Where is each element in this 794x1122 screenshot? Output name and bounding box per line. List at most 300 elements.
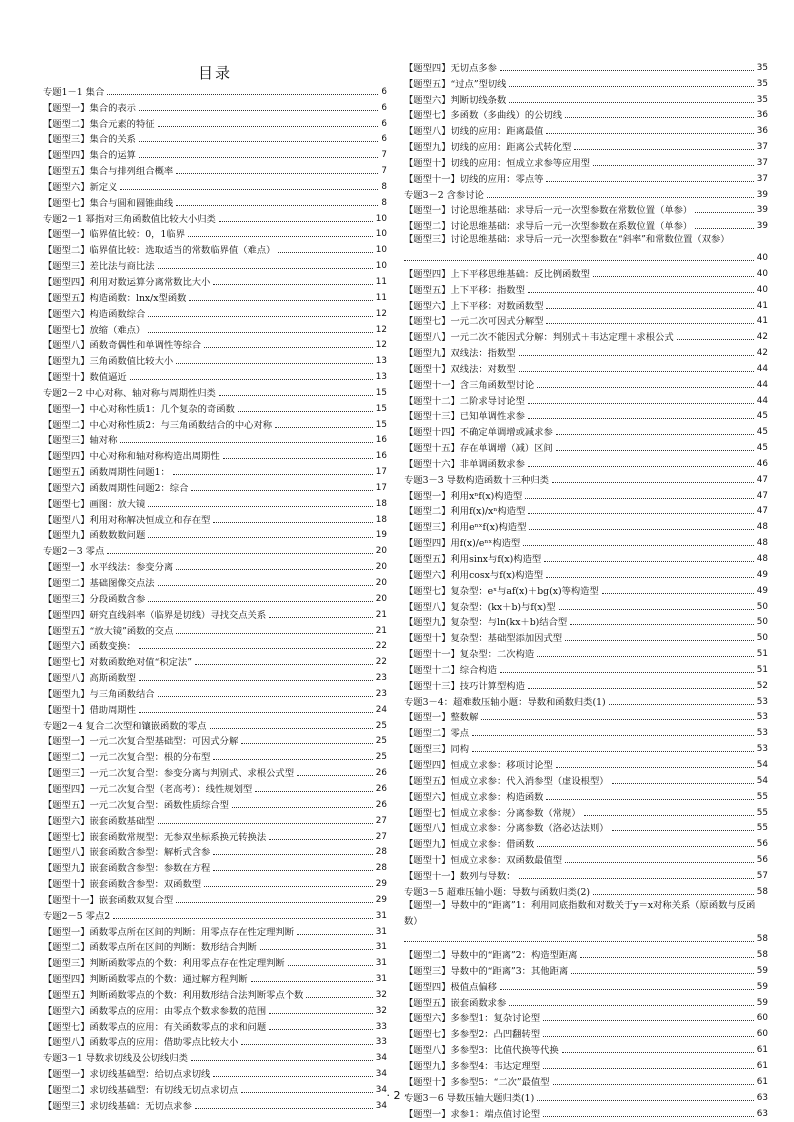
toc-entry[interactable] xyxy=(404,739,768,755)
toc-entry-page: 48 xyxy=(756,554,768,564)
toc-entry[interactable] xyxy=(404,1024,768,1040)
toc-leader-dots xyxy=(297,775,373,776)
toc-entry[interactable] xyxy=(43,605,387,621)
toc-entry[interactable] xyxy=(43,510,387,526)
toc-entry[interactable] xyxy=(404,866,768,882)
toc-entry[interactable] xyxy=(43,431,387,447)
toc-entry-label: 【题型九】双线法：指数型 xyxy=(404,348,516,360)
toc-leader-dots xyxy=(269,1013,373,1014)
toc-entry-page: 21 xyxy=(375,625,387,636)
toc-leader-dots xyxy=(546,308,753,309)
toc-entry-page: 34 xyxy=(375,1053,387,1064)
toc-entry-page: 31 xyxy=(375,958,387,969)
toc-leader-dots xyxy=(213,284,372,285)
toc-entry-page: 11 xyxy=(375,292,387,303)
toc-leader-dots xyxy=(472,735,754,736)
toc-leader-dots xyxy=(139,110,378,111)
toc-entry[interactable] xyxy=(43,193,387,209)
toc-entry[interactable] xyxy=(404,121,768,137)
toc-entry[interactable] xyxy=(404,644,768,660)
toc-entry[interactable] xyxy=(404,216,768,232)
toc-entry[interactable] xyxy=(43,985,387,1001)
toc-entry[interactable] xyxy=(43,557,387,573)
toc-entry[interactable] xyxy=(404,201,768,217)
toc-entry[interactable] xyxy=(43,320,387,336)
toc-entry[interactable] xyxy=(43,399,387,415)
toc-entry[interactable] xyxy=(404,597,768,613)
toc-entry[interactable] xyxy=(404,1009,768,1025)
toc-entry[interactable] xyxy=(43,1001,387,1017)
toc-entry[interactable] xyxy=(43,637,387,653)
toc-leader-dots xyxy=(543,1068,754,1069)
toc-entry[interactable] xyxy=(404,153,768,169)
toc-entry[interactable] xyxy=(404,106,768,122)
toc-entry-label: 【题型四】上下平移思维基础：反比例函数型 xyxy=(404,268,590,280)
toc-entry[interactable] xyxy=(43,526,387,542)
toc-entry[interactable] xyxy=(404,422,768,438)
toc-entry[interactable] xyxy=(404,977,768,993)
toc-entry-label: 【题型三】利用eⁿˣf(x)构造型 xyxy=(404,522,527,534)
toc-entry-page: 33 xyxy=(375,1037,387,1048)
toc-entry-page: 20 xyxy=(375,578,387,588)
toc-entry-label: 【题型十】借助周期性 xyxy=(43,704,136,716)
toc-entry-label: 专题2－5 零点2 xyxy=(43,910,111,922)
toc-leader-dots xyxy=(189,300,372,301)
toc-entry[interactable] xyxy=(43,98,387,114)
toc-entry-page: 37 xyxy=(756,157,768,168)
toc-entry[interactable] xyxy=(43,890,387,906)
toc-entry-page: 12 xyxy=(375,340,387,351)
toc-leader-dots xyxy=(552,482,754,483)
toc-entry[interactable] xyxy=(43,367,387,383)
toc-entry-label: 【题型六】新定义 xyxy=(43,181,118,193)
toc-entry[interactable] xyxy=(404,407,768,423)
toc-list-right xyxy=(404,58,768,1120)
toc-entry[interactable] xyxy=(43,161,387,177)
toc-leader-dots xyxy=(519,355,754,356)
toc-entry-label: 【题型八】恒成立求参：分离参数（洛必达法则） xyxy=(404,823,609,835)
toc-entry-label: 【题型七】嵌套函数常规型：无参双坐标系换元转换法 xyxy=(43,831,267,843)
toc-entry-label: 【题型三】轴对称 xyxy=(43,435,118,447)
toc-entry-page: 36 xyxy=(756,110,768,121)
toc-entry[interactable] xyxy=(43,795,387,811)
toc-entry[interactable] xyxy=(404,264,768,280)
toc-entry-page: 35 xyxy=(756,62,768,73)
toc-entry[interactable] xyxy=(404,312,768,328)
toc-leader-dots xyxy=(107,553,373,554)
toc-entry[interactable] xyxy=(43,177,387,193)
toc-entry[interactable] xyxy=(43,747,387,763)
toc-entry[interactable] xyxy=(43,589,387,605)
toc-title: 目录 xyxy=(197,64,232,82)
toc-entry-page: 13 xyxy=(375,372,387,383)
toc-entry-label: 【题型三】判断函数零点的个数：利用零点存在性定理判断 xyxy=(43,958,285,970)
toc-leader-dots xyxy=(213,854,372,855)
toc-entry[interactable] xyxy=(404,137,768,153)
toc-entry-label: 【题型十六】非单调函数求参 xyxy=(404,458,525,470)
toc-section-entry[interactable] xyxy=(404,470,768,486)
toc-entry-page: 31 xyxy=(375,974,387,985)
toc-entry-label: 【题型五】一元二次复合型：函数性质综合型 xyxy=(43,799,229,811)
toc-section-entry[interactable] xyxy=(43,1048,387,1064)
toc-entry-label: 【题型五】嵌套函数求参 xyxy=(404,997,507,1009)
toc-entry-label: 专题3－6 导数压轴大题归类(1) xyxy=(404,1092,535,1104)
toc-entry[interactable] xyxy=(43,145,387,161)
toc-leader-dots xyxy=(306,997,372,998)
toc-entry[interactable] xyxy=(404,391,768,407)
toc-entry[interactable] xyxy=(43,573,387,589)
toc-leader-dots xyxy=(176,633,372,634)
toc-entry[interactable] xyxy=(43,732,387,748)
toc-entry[interactable] xyxy=(404,613,768,629)
toc-entry-label: 【题型八】嵌套函数含参型：解析式含参 xyxy=(43,847,211,859)
toc-entry-label: 【题型五】“放大镜”函数的交点 xyxy=(43,625,174,637)
toc-entry-page: 61 xyxy=(756,1045,768,1056)
toc-entry-label: 【题型五】函数周期性问题1： xyxy=(43,467,170,479)
toc-entry[interactable] xyxy=(404,581,768,597)
toc-leader-dots xyxy=(288,965,373,966)
toc-entry[interactable] xyxy=(43,684,387,700)
toc-leader-dots xyxy=(297,934,373,935)
toc-entry[interactable] xyxy=(43,938,387,954)
toc-entry-page: 56 xyxy=(756,855,768,866)
toc-leader-dots xyxy=(695,212,754,213)
toc-entry-page: 55 xyxy=(756,823,768,834)
toc-entry[interactable] xyxy=(43,827,387,843)
toc-entry[interactable] xyxy=(43,288,387,304)
toc-entry-label: 【题型四】中心对称和轴对称构造出周期性 xyxy=(43,451,220,463)
toc-leader-dots xyxy=(404,260,754,261)
toc-entry-label: 【题型二】导数中的“距离”2：构造型距离 xyxy=(404,950,578,962)
toc-entry[interactable] xyxy=(404,169,768,185)
toc-leader-dots xyxy=(213,759,372,760)
toc-entry-label: 【题型十】多参型5：“二次”最值型 xyxy=(404,1076,550,1088)
toc-leader-dots xyxy=(255,791,373,792)
toc-entry[interactable] xyxy=(404,58,768,74)
toc-leader-dots xyxy=(188,236,373,237)
toc-entry-page: 6 xyxy=(381,102,387,113)
toc-entry-label: 【题型四】无切点多参 xyxy=(404,62,497,74)
toc-entry-label: 【题型八】函数零点的应用：借助零点比较大小 xyxy=(43,1037,239,1049)
toc-entry-label: 【题型十】恒成立求参：双函数最值型 xyxy=(404,855,563,867)
toc-entry-label: 【题型六】恒成立求参：构造函数 xyxy=(404,791,544,803)
toc-leader-dots xyxy=(269,839,373,840)
toc-entry-page: 50 xyxy=(756,633,768,644)
toc-entry[interactable] xyxy=(404,850,768,866)
toc-entry-page: 6 xyxy=(381,118,387,129)
toc-entry[interactable] xyxy=(404,961,768,977)
toc-entry-label: 【题型三】求切线基础：无切点求参 xyxy=(43,1100,192,1112)
toc-leader-dots xyxy=(173,474,373,475)
toc-leader-dots xyxy=(213,870,372,871)
toc-leader-dots xyxy=(487,197,754,198)
toc-entry[interactable] xyxy=(404,1072,768,1088)
toc-entry[interactable] xyxy=(404,787,768,803)
toc-entry-page: 51 xyxy=(756,649,768,660)
toc-section-entry[interactable] xyxy=(404,185,768,201)
toc-entry[interactable] xyxy=(43,130,387,146)
toc-entry[interactable] xyxy=(43,336,387,352)
toc-leader-dots xyxy=(609,704,754,705)
toc-entry[interactable] xyxy=(404,723,768,739)
toc-leader-dots xyxy=(529,529,753,530)
toc-entry-page: 50 xyxy=(756,601,768,612)
toc-entry[interactable] xyxy=(43,415,387,431)
toc-leader-dots xyxy=(580,957,753,958)
toc-entry-page: 24 xyxy=(375,704,387,715)
toc-entry-label: 专题1－1 集合 xyxy=(43,86,105,98)
toc-section-entry[interactable] xyxy=(43,716,387,732)
toc-entry[interactable] xyxy=(43,652,387,668)
toc-leader-dots xyxy=(176,363,373,364)
toc-entry-page: 10 xyxy=(375,261,387,272)
toc-entry[interactable] xyxy=(404,755,768,771)
toc-entry-page: 26 xyxy=(375,768,387,779)
toc-entry-page: 23 xyxy=(375,673,387,684)
toc-entry[interactable] xyxy=(43,1017,387,1033)
toc-entry-page: 12 xyxy=(375,308,387,319)
toc-entry-page: 55 xyxy=(756,807,768,818)
toc-entry-label: 【题型十五】存在单调增（减）区间 xyxy=(404,443,553,455)
toc-entry[interactable] xyxy=(404,359,768,375)
toc-entry[interactable] xyxy=(404,628,768,644)
toc-entry[interactable] xyxy=(43,811,387,827)
toc-leader-dots xyxy=(543,1116,754,1117)
toc-entry-page: 58 xyxy=(756,934,768,945)
toc-entry[interactable] xyxy=(43,478,387,494)
toc-entry[interactable] xyxy=(404,454,768,470)
toc-entry-page: 42 xyxy=(756,348,768,359)
toc-leader-dots xyxy=(556,767,754,768)
toc-entry[interactable] xyxy=(404,945,768,961)
toc-entry-label: 【题型五】判断函数零点的个数：利用数形结合法判断零点个数 xyxy=(43,989,304,1001)
toc-entry[interactable] xyxy=(404,232,768,264)
toc-leader-dots xyxy=(113,918,373,919)
toc-entry-page: 53 xyxy=(756,696,768,707)
toc-section-entry[interactable] xyxy=(43,209,387,225)
toc-leader-dots xyxy=(525,498,754,499)
toc-entry[interactable] xyxy=(404,708,768,724)
toc-entry[interactable] xyxy=(43,858,387,874)
toc-entry[interactable] xyxy=(404,517,768,533)
toc-entry-label: 【题型七】多参型2：凸凹翻转型 xyxy=(404,1029,541,1041)
toc-leader-dots xyxy=(537,387,754,388)
toc-entry[interactable] xyxy=(43,621,387,637)
toc-leader-dots xyxy=(509,102,754,103)
toc-leader-dots xyxy=(472,751,754,752)
toc-section-entry[interactable] xyxy=(404,882,768,898)
toc-entry-page: 47 xyxy=(756,490,768,501)
toc-entry[interactable] xyxy=(43,1064,387,1080)
toc-entry[interactable] xyxy=(43,779,387,795)
toc-entry-label: 【题型十】嵌套函数含参型：双函数型 xyxy=(43,879,202,891)
toc-entry-page: 57 xyxy=(756,870,768,881)
toc-entry-page: 54 xyxy=(756,775,768,786)
toc-entry[interactable] xyxy=(404,486,768,502)
toc-entry-page: 7 xyxy=(381,166,387,177)
toc-entry-page: 16 xyxy=(375,451,387,462)
toc-section-entry[interactable] xyxy=(43,383,387,399)
toc-entry[interactable] xyxy=(43,462,387,478)
toc-leader-dots xyxy=(612,830,754,831)
toc-entry[interactable] xyxy=(404,993,768,1009)
toc-entry-page: 59 xyxy=(756,997,768,1008)
toc-entry-label: 【题型二】零点 xyxy=(404,728,470,740)
toc-entry-label: 【题型八】多参型3：比值代换等代换 xyxy=(404,1045,559,1057)
toc-entry[interactable] xyxy=(43,304,387,320)
toc-entry[interactable] xyxy=(43,272,387,288)
toc-entry[interactable] xyxy=(43,763,387,779)
toc-leader-dots xyxy=(139,648,373,649)
toc-entry[interactable] xyxy=(404,502,768,518)
toc-entry-page: 18 xyxy=(375,498,387,509)
toc-entry-label: 【题型十】数值逼近 xyxy=(43,372,127,384)
toc-entry[interactable] xyxy=(404,819,768,835)
toc-leader-dots xyxy=(500,672,754,673)
toc-leader-dots xyxy=(523,545,754,546)
toc-leader-dots xyxy=(519,878,754,879)
toc-entry-page: 63 xyxy=(756,1108,768,1119)
toc-leader-dots xyxy=(500,70,754,71)
toc-entry-label: 【题型二】讨论思维基础：求导后一元一次型参数在系数位置（单参） xyxy=(404,221,693,233)
toc-leader-dots xyxy=(593,276,754,277)
toc-entry[interactable] xyxy=(43,843,387,859)
toc-entry[interactable] xyxy=(404,898,768,946)
toc-entry-page: 37 xyxy=(756,173,768,184)
toc-entry-page: 40 xyxy=(756,268,768,279)
toc-entry-page: 31 xyxy=(375,926,387,937)
toc-section-entry[interactable] xyxy=(43,541,387,557)
toc-entry[interactable] xyxy=(404,771,768,787)
toc-leader-dots xyxy=(546,323,753,324)
toc-entry[interactable] xyxy=(43,256,387,272)
toc-entry[interactable] xyxy=(404,375,768,391)
toc-leader-dots xyxy=(232,807,373,808)
toc-entry[interactable] xyxy=(404,803,768,819)
toc-entry[interactable] xyxy=(43,114,387,130)
toc-section-entry[interactable] xyxy=(404,692,768,708)
toc-leader-dots xyxy=(139,680,373,681)
toc-entry-label: 【题型五】构造函数：lnx/x型函数 xyxy=(43,292,187,304)
toc-entry[interactable] xyxy=(404,1040,768,1056)
toc-entry-label: 【题型一】利用xⁿf(x)构造型 xyxy=(404,490,523,502)
toc-entry[interactable] xyxy=(404,1056,768,1072)
toc-leader-dots xyxy=(556,434,754,435)
toc-entry-page: 22 xyxy=(375,657,387,668)
toc-entry-page: 58 xyxy=(756,886,768,897)
toc-entry[interactable] xyxy=(43,225,387,241)
toc-entry-page: 21 xyxy=(375,609,387,620)
toc-leader-dots xyxy=(593,894,754,895)
toc-entry[interactable] xyxy=(404,1104,768,1120)
toc-entry-page: 53 xyxy=(756,728,768,739)
toc-entry-page: 7 xyxy=(381,150,387,161)
toc-entry-page: 11 xyxy=(375,276,387,287)
toc-entry-label: 【题型二】求切线基础型：有切线无切点求切点 xyxy=(43,1085,239,1096)
toc-entry-label: 【题型一】集合的表示 xyxy=(43,102,136,114)
toc-entry-page: 17 xyxy=(375,467,387,478)
toc-entry[interactable] xyxy=(43,668,387,684)
toc-entry-label: 专题2－1 幂指对三角函数值比较大小归类 xyxy=(43,213,216,225)
toc-entry[interactable] xyxy=(404,660,768,676)
toc-entry[interactable] xyxy=(404,296,768,312)
toc-entry-label: 【题型七】多函数（多曲线）的公切线 xyxy=(404,110,563,122)
toc-leader-dots xyxy=(213,1076,372,1077)
toc-entry-label: 【题型十】双线法：对数型 xyxy=(404,363,516,375)
toc-entry[interactable] xyxy=(404,90,768,106)
toc-entry-label: 【题型三】分段函数含参 xyxy=(43,593,146,605)
toc-entry[interactable] xyxy=(404,676,768,692)
toc-entry[interactable] xyxy=(43,874,387,890)
toc-entry[interactable] xyxy=(404,74,768,90)
toc-entry[interactable] xyxy=(404,327,768,343)
toc-leader-dots xyxy=(278,252,372,253)
toc-entry-page: 20 xyxy=(375,562,387,573)
toc-leader-dots xyxy=(158,126,379,127)
toc-entry-label: 【题型七】集合与圆和圆锥曲线 xyxy=(43,197,174,209)
toc-entry[interactable] xyxy=(404,549,768,565)
toc-entry-label: 【题型十二】综合构造 xyxy=(404,664,497,676)
toc-entry[interactable] xyxy=(43,494,387,510)
toc-entry[interactable] xyxy=(43,953,387,969)
toc-entry-label: 【题型八】复杂型：(kx＋b)与f(x)型 xyxy=(404,601,556,613)
toc-leader-dots xyxy=(176,902,373,903)
toc-entry[interactable] xyxy=(43,969,387,985)
toc-entry-label: 【题型四】利用对数运算分离常数比大小 xyxy=(43,276,211,288)
toc-entry[interactable] xyxy=(43,700,387,716)
toc-leader-dots xyxy=(158,268,373,269)
toc-entry-label: 【题型二】利用f(x)/xⁿ构造型 xyxy=(404,506,526,518)
toc-leader-dots xyxy=(509,86,753,87)
toc-entry[interactable] xyxy=(404,438,768,454)
toc-entry[interactable] xyxy=(404,565,768,581)
toc-entry[interactable] xyxy=(404,533,768,549)
toc-entry-label: 专题2－3 零点 xyxy=(43,546,105,558)
toc-entry-page: 33 xyxy=(375,1021,387,1032)
toc-entry[interactable] xyxy=(43,351,387,367)
toc-leader-dots xyxy=(176,173,378,174)
toc-entry-label: 【题型六】函数零点的应用：由零点个数求参数的范围 xyxy=(43,1005,267,1017)
toc-entry[interactable] xyxy=(404,343,768,359)
toc-entry-page: 31 xyxy=(375,942,387,953)
toc-entry[interactable] xyxy=(404,834,768,850)
toc-entry[interactable] xyxy=(43,1033,387,1049)
toc-entry-page: 10 xyxy=(375,245,387,256)
toc-entry-label: 【题型十】复杂型：基础型添加因式型 xyxy=(404,633,563,645)
toc-entry-page: 59 xyxy=(756,981,768,992)
toc-entry-label: 【题型二】基础图像交点法 xyxy=(43,578,155,589)
toc-entry-page: 10 xyxy=(375,213,387,224)
toc-entry[interactable] xyxy=(43,922,387,938)
toc-entry-label: 【题型二】临界值比较：选取适当的常数临界值（难点） xyxy=(43,245,276,257)
toc-leader-dots xyxy=(148,506,373,507)
toc-leader-dots xyxy=(519,371,754,372)
toc-entry-label: 【题型九】函数数数问题 xyxy=(43,530,146,542)
toc-entry-page: 34 xyxy=(375,1100,387,1111)
toc-entry-label: 专题3－4：超难数压轴小题：导数和函数归类(1) xyxy=(404,696,606,708)
toc-entry-label: 【题型一】导数中的“距离”1：利用同底指数和对数关于y＝x对称关系（原函数与反函数） xyxy=(404,899,756,927)
toc-entry-label: 【题型十二】二阶求导讨论型 xyxy=(404,395,525,407)
toc-entry-label: 【题型二】中心对称性质2：与三角函数结合的中心对称 xyxy=(43,419,273,431)
toc-entry[interactable] xyxy=(43,240,387,256)
toc-entry[interactable] xyxy=(43,446,387,462)
toc-section-entry[interactable] xyxy=(43,82,387,98)
toc-entry-label: 【题型二】集合元素的特征 xyxy=(43,118,155,130)
toc-entry-label: 【题型九】嵌套函数含参型：参数在方程 xyxy=(43,863,211,875)
toc-entry[interactable] xyxy=(404,280,768,296)
toc-leader-dots xyxy=(158,823,373,824)
toc-section-entry[interactable] xyxy=(43,906,387,922)
